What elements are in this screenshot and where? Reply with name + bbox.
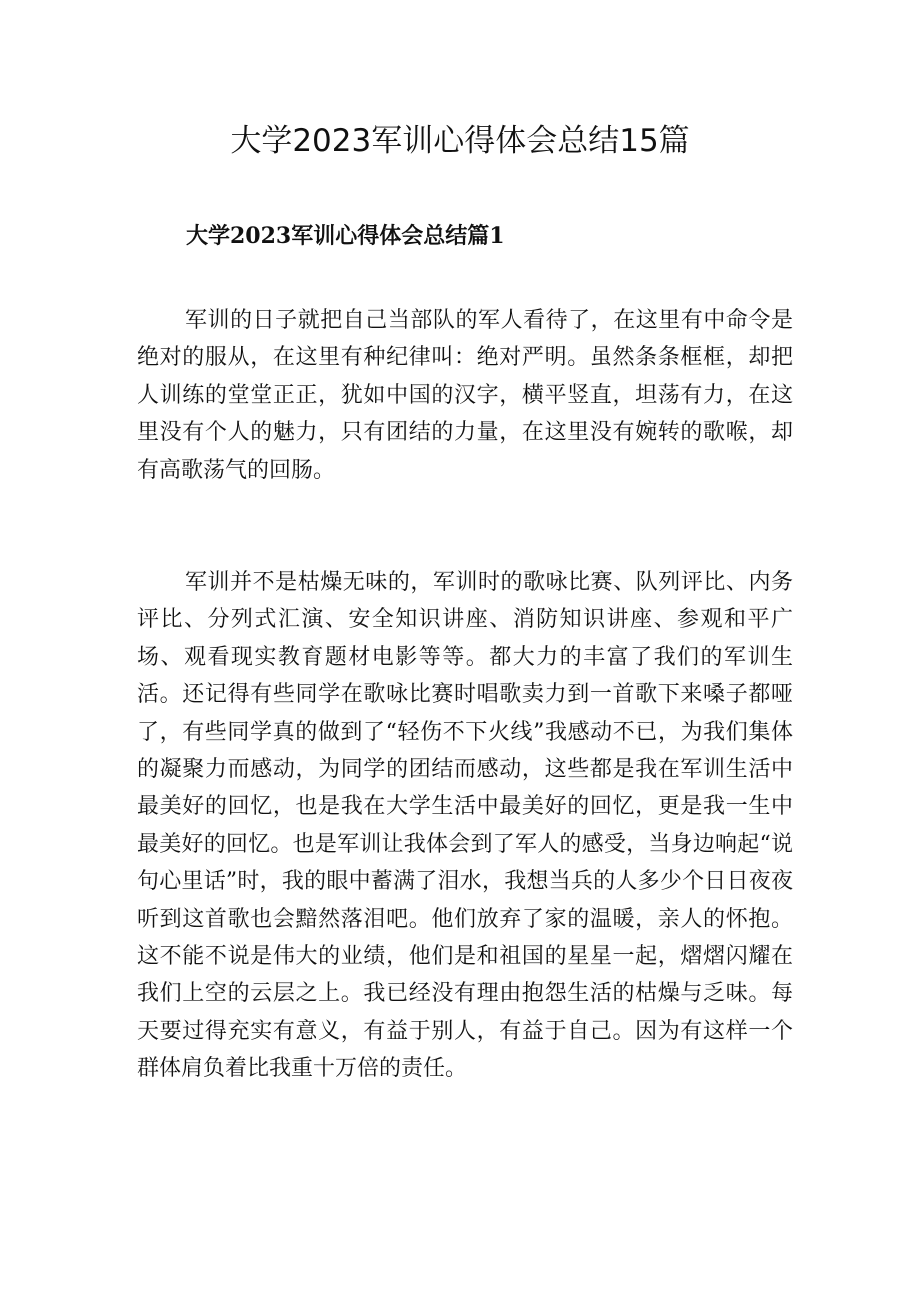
- paragraph: 军训并不是枯燥无味的，军训时的歌咏比赛、队列评比、内务评比、分列式汇演、安全知识讲座、消防知识讲座、参观和平广场、观看现实教育题材电影等等。都大力的丰富了我们的军训生活。还记得有些同学在歌咏比赛时唱歌卖力到一首歌下来嗓子都哑了，有些同学真的做到了“轻伤不下火线”我感动不已，为我们集体的凝聚力而感动，为同学的团结而感动，这些都是我在军训生活中最美好的回忆，也是我在大学生活中最美好的回忆，更是我一生中最美好的回忆。也是军训让我体会到了军人的感受，当身边响起“说句心里话”时，我的眼中蓄满了泪水，我想当兵的人多少个日日夜夜听到这首歌也会黯然落泪吧。他们放弃了家的温暖，亲人的怀抱。这不能不说是伟大的业绩，他们是和祖国的星星一起，熠熠闪耀在我们上空的云层之上。我已经没有理由抱怨生活的枯燥与乏味。每天要过得充实有意义，有益于别人，有益于自己。因为有这样一个群体肩负着比我重十万倍的责任。: [137, 570, 793, 1082]
- section-heading: 大学2023军训心得体会总结篇1: [186, 223, 505, 249]
- paragraph: 军训的日子就把自己当部队的军人看待了，在这里有中命令是绝对的服从，在这里有种纪律叫：绝对严明。虽然条条框框，却把人训练的堂堂正正，犹如中国的汉字，横平竖直，坦荡有力，在这里没有个人的魅力，只有团结的力量，在这里没有婉转的歌喉，却有高歌荡气的回肠。: [137, 308, 793, 483]
- document-title: 大学2023军训心得体会总结15篇: [230, 123, 690, 159]
